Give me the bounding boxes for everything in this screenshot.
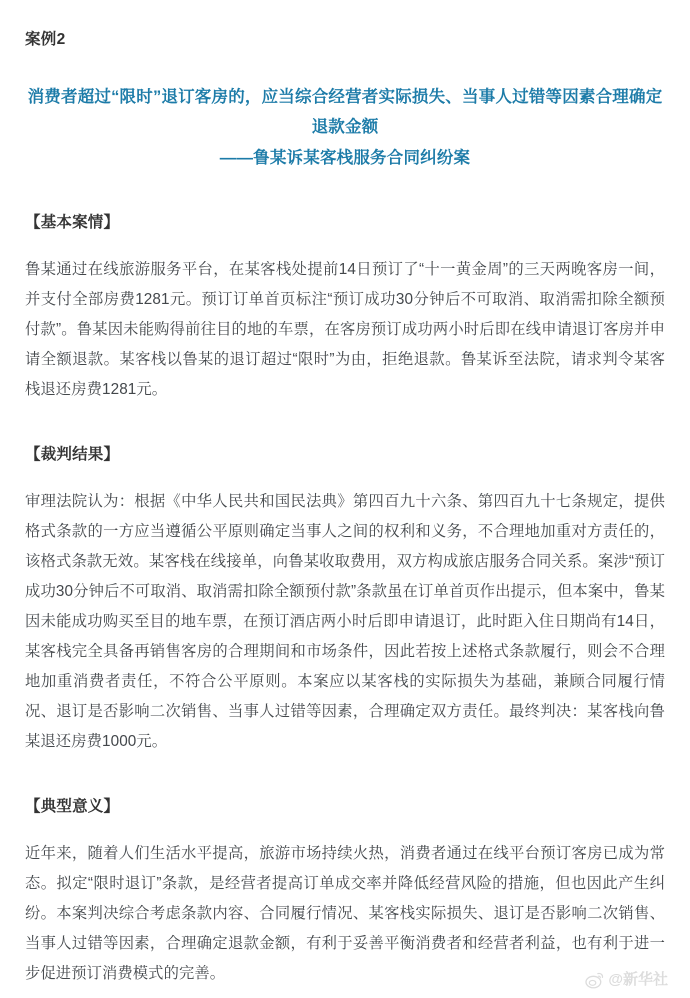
- watermark-handle: @新华社: [608, 971, 668, 988]
- page-subtitle: ——鲁某诉某客栈服务合同纠纷案: [219, 149, 471, 167]
- section-heading-typical-significance: 【典型意义】: [25, 798, 120, 815]
- section-body-typical-significance: 近年来，随着人们生活水平提高，旅游市场持续火热，消费者通过在线平台预订客房已成为常态。拟定“限时退订”条款，是经营者提高订单成交率并降低经营风险的措施，但也因此产生纠纷。本案判决综合考虑条款内容、合同履行情况、某客栈实际损失、退订是否影响二次销售、当事人过错等因素，合理确定退款金额，有利于妥善平衡消费者和经营者利益，也有利于进一步促进预订消费模式的完善。: [25, 845, 665, 982]
- case-label: 案例2: [25, 31, 66, 48]
- section-heading-judgment-result: 【裁判结果】: [25, 446, 120, 463]
- section-body-judgment-result: 审理法院认为：根据《中华人民共和国民法典》第四百九十六条、第四百九十七条规定，提供格式条款的一方应当遵循公平原则确定当事人之间的权利和义务，不合理地加重对方责任的，该格式条款无效。某客栈在线接单，向鲁某收取费用，双方构成旅店服务合同关系。案涉“预订成功30分钟后不可取消、取消需扣除全额预付款”条款虽在订单首页作出提示，但本案中，鲁某因未能成功购买至目的地车票，在预订酒店两小时后即申请退订，此时距入住日期尚有14日，某客栈完全具备再销售客房的合理期间和市场条件，因此若按上述格式条款履行，则会不合理地加重消费者责任，不符合公平原则。本案应以某客栈的实际损失为基础，兼顾合同履行情况、退订是否影响二次销售、当事人过错等因素，合理确定双方责任。最终判决：某客栈向鲁某退还房费1000元。: [25, 493, 665, 750]
- section-heading-basic-facts: 【基本案情】: [25, 214, 120, 231]
- section-body-basic-facts: 鲁某通过在线旅游服务平台，在某客栈处提前14日预订了“十一黄金周”的三天两晚客房一间，并支付全部房费1281元。预订订单首页标注“预订成功30分钟后不可取消、取消需扣除全额预付款”。鲁某因未能购得前往目的地的车票，在客房预订成功两小时后即在线申请退订客房并申请全额退款。某客栈以鲁某的退订超过“限时”为由，拒绝退款。鲁某诉至法院，请求判令某客栈退还房费1281元。: [25, 261, 665, 398]
- page-title: 消费者超过“限时”退订客房的，应当综合经营者实际损失、当事人过错等因素合理确定退款金额: [27, 88, 663, 136]
- title-block: [25, 82, 665, 173]
